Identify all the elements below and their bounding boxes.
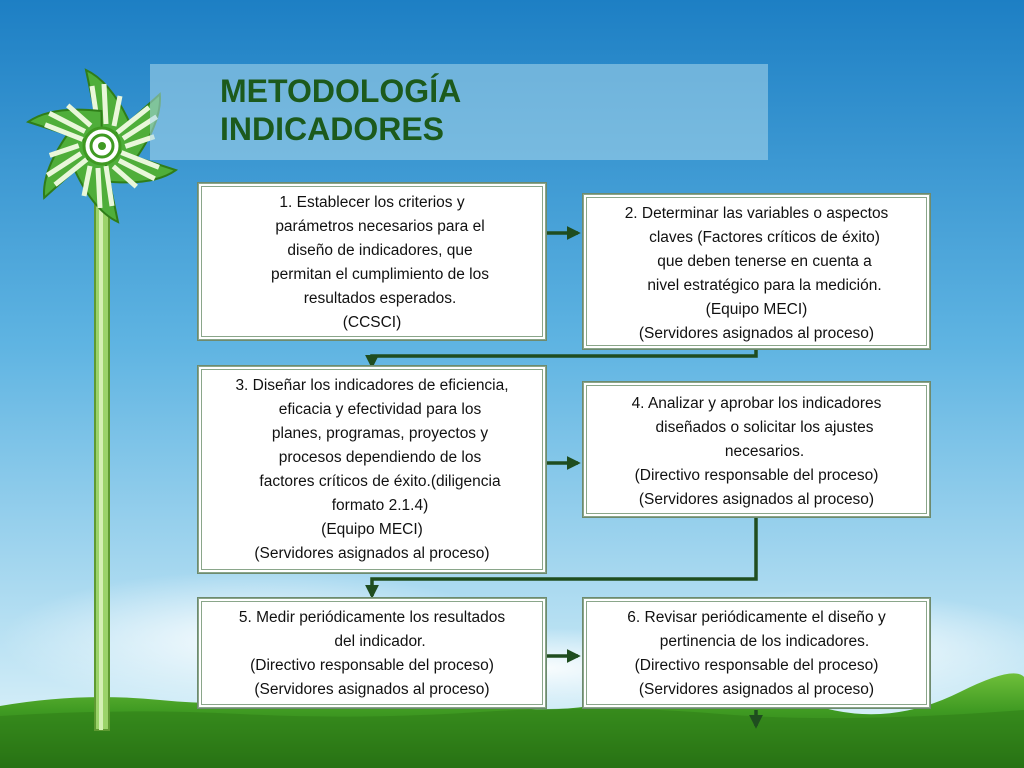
step-3-line: (Servidores asignados al proceso) (254, 545, 490, 562)
step-2-line: (Equipo MECI) (705, 301, 808, 318)
step-1-line: 1. Establecer los criterios y (279, 194, 465, 211)
step-5-line: del indicador. (334, 633, 426, 650)
step-1-line: resultados esperados. (303, 290, 457, 307)
step-2-line: (Servidores asignados al proceso) (638, 325, 875, 342)
step-4-line: (Servidores asignados al proceso) (638, 491, 875, 508)
step-4-line: (Directivo responsable del proceso) (634, 467, 879, 484)
step-1-line: permitan el cumplimiento de los (271, 266, 489, 283)
step-6-box (583, 598, 930, 708)
step-2-line: que deben tenerse en cuenta a (657, 253, 872, 270)
step-3-line: 3. Diseñar los indicadores de eficiencia, (235, 377, 509, 394)
title-line-2: INDICADORES (220, 111, 445, 147)
page-title (220, 72, 461, 148)
step-5-line: 5. Medir periódicamente los resultados (238, 609, 506, 626)
step-3-line: eficacia y efectividad para los (278, 401, 482, 418)
step-2-line: claves (Factores críticos de éxito) (649, 229, 880, 246)
title-line-1: METODOLOGÍA (220, 73, 462, 109)
step-1-line: (CCSCI) (342, 314, 402, 331)
step-2-line: 2. Determinar las variables o aspectos (624, 205, 889, 222)
step-6-line: (Directivo responsable del proceso) (634, 657, 879, 674)
step-6-line: pertinencia de los indicadores. (659, 633, 870, 650)
step-5-line: (Directivo responsable del proceso) (250, 657, 494, 674)
step-1-box (198, 183, 546, 340)
step-4-line: 4. Analizar y aprobar los indicadores (631, 395, 882, 412)
step-2-box (583, 194, 930, 349)
step-3-line: formato 2.1.4) (331, 497, 429, 514)
step-3-line: planes, programas, proyectos y (271, 425, 489, 442)
step-4-line: diseñados o solicitar los ajustes (655, 419, 874, 436)
step-1-line: diseño de indicadores, que (287, 242, 473, 259)
step-5-line: (Servidores asignados al proceso) (254, 681, 490, 698)
step-2-line: nivel estratégico para la medición. (647, 277, 882, 294)
step-4-line: necesarios. (724, 443, 805, 460)
step-6-line: 6. Revisar periódicamente el diseño y (627, 609, 886, 626)
step-3-box (198, 366, 546, 573)
step-3-line: factores críticos de éxito.(diligencia (259, 473, 501, 490)
step-5-box (198, 598, 546, 708)
step-4-box (583, 382, 930, 517)
step-6-line: (Servidores asignados al proceso) (638, 681, 875, 698)
step-1-line: parámetros necesarios para el (275, 218, 485, 235)
step-3-line: procesos dependiendo de los (278, 449, 482, 466)
step-3-line: (Equipo MECI) (321, 521, 423, 538)
